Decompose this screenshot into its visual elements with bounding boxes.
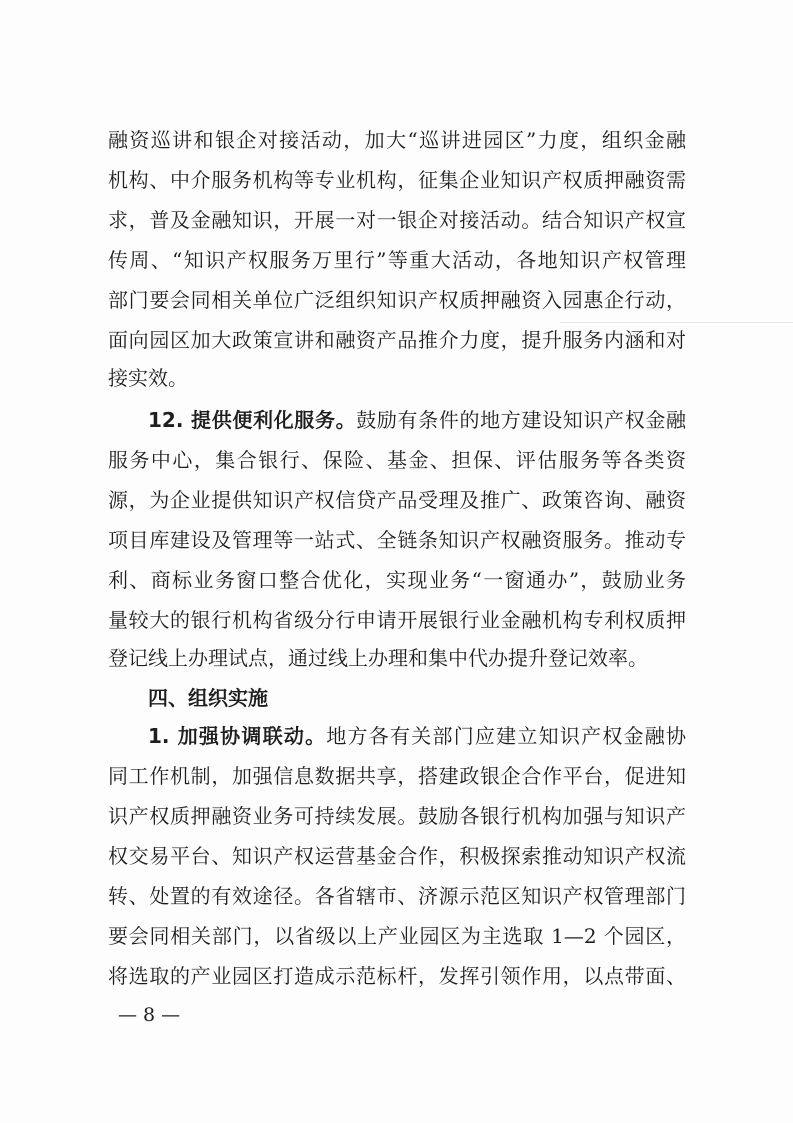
page-number: — 8 — bbox=[118, 1004, 181, 1026]
body-line: 面向园区加大政策宣讲和融资产品推介力度，提升服务内涵和对 bbox=[108, 328, 686, 352]
body-line: 量较大的银行机构省级分行申请开展银行业金融机构专利权质押 bbox=[108, 608, 686, 632]
body-line: 机构、中介服务机构等专业机构，征集企业知识产权质押融资需 bbox=[108, 168, 686, 192]
body-line: 服务中心，集合银行、保险、基金、担保、评估服务等各类资 bbox=[108, 448, 686, 472]
item-12-text: 鼓励有条件的地方建设知识产权金融 bbox=[356, 408, 686, 432]
body-line: 同工作机制，加强信息数据共享，搭建政银企合作平台，促进知 bbox=[108, 764, 686, 788]
body-line: 转、处置的有效途径。各省辖市、济源示范区知识产权管理部门 bbox=[108, 884, 686, 908]
body-line: 将选取的产业园区打造成示范标杆，发挥引领作用，以点带面、 bbox=[108, 964, 686, 988]
body-line: 项目库建设及管理等一站式、全链条知识产权融资服务。推动专 bbox=[108, 528, 686, 552]
body-line: 求，普及金融知识，开展一对一银企对接活动。结合知识产权宣 bbox=[108, 208, 686, 232]
body-line: 利、商标业务窗口整合优化，实现业务“一窗通办”，鼓励业务 bbox=[108, 568, 686, 592]
body-line: 源，为企业提供知识产权信贷产品受理及推广、政策咨询、融资 bbox=[108, 488, 686, 512]
body-line: 部门要会同相关单位广泛组织知识产权质押融资入园惠企行动， bbox=[108, 288, 686, 312]
body-line: 接实效。 bbox=[108, 366, 188, 390]
body-line: 识产权质押融资业务可持续发展。鼓励各银行机构加强与知识产 bbox=[108, 804, 686, 828]
body-line: 登记线上办理试点，通过线上办理和集中代办提升登记效率。 bbox=[108, 646, 648, 670]
item-12-title: 12. 提供便利化服务。 bbox=[148, 408, 357, 432]
section-heading: 四、组织实施 bbox=[148, 686, 268, 710]
body-line: 传周、“知识产权服务万里行”等重大活动，各地知识产权管理 bbox=[108, 248, 686, 272]
body-line: 要会同相关部门，以省级以上产业园区为主选取 1—2 个园区， bbox=[108, 924, 686, 948]
paragraph-item-12-first-line bbox=[148, 400, 686, 440]
body-line: 权交易平台、知识产权运营基金合作，积极探索推动知识产权流 bbox=[108, 844, 686, 868]
item-1-title: 1. 加强协调联动。 bbox=[148, 724, 327, 748]
item-1-text: 地方各有关部门应建立知识产权金融协 bbox=[326, 724, 686, 748]
body-line: 融资巡讲和银企对接活动，加大“巡讲进园区”力度，组织金融 bbox=[108, 128, 686, 152]
paragraph-item-1-first-line bbox=[148, 716, 686, 756]
